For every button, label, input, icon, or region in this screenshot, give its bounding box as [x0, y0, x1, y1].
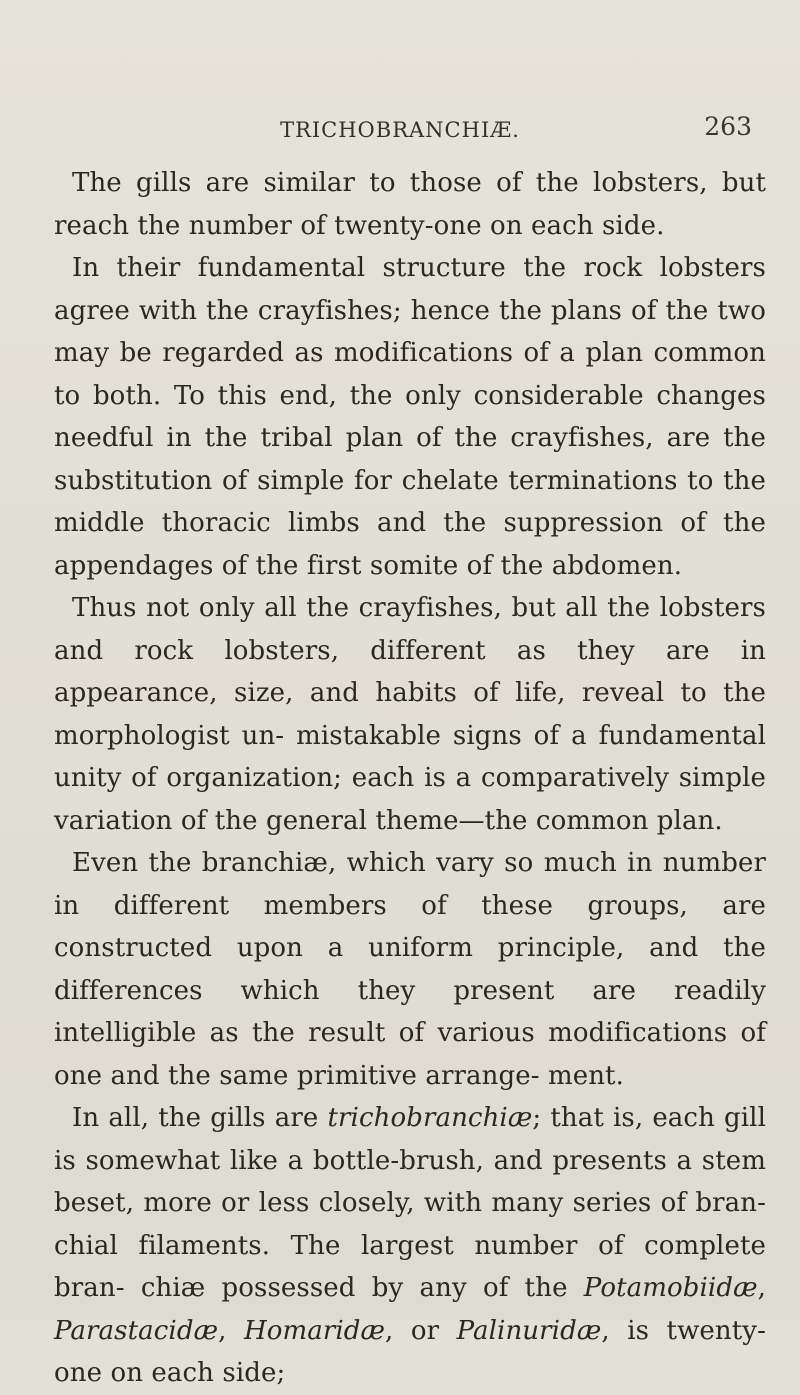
text-line: the number of twenty-one on each side.: [137, 210, 665, 241]
text-line: theme—the common plan.: [375, 805, 723, 836]
text-line: a uniform principle, and the differences which they: [54, 933, 766, 1006]
text-line: The gills are similar to those of the lobsters, but reach: [54, 168, 766, 241]
body-text: [54, 162, 766, 1395]
text-line: beset, more or less closely, with many series of bran-: [54, 1188, 766, 1218]
text-run: chiæ possessed by any of the: [140, 1273, 584, 1303]
text-line: ment.: [547, 1060, 624, 1091]
italic-term: Homaridæ: [243, 1315, 386, 1346]
text-line: chial filaments. The largest number of complete bran-: [54, 1230, 766, 1303]
paragraph: [54, 842, 766, 1097]
text-line: To this end, the only considerable changes needful in: [54, 380, 766, 453]
text-line: each is a comparatively simple variation of the general: [54, 763, 766, 836]
text-line: In their fundamental structure the rock lobsters agree: [54, 253, 766, 326]
text-run: , is twenty-one on each side;: [54, 1315, 766, 1388]
paragraph: [54, 587, 766, 842]
italic-term: trichobranchiæ: [327, 1103, 533, 1133]
running-title: TRICHOBRANCHIÆ.: [280, 118, 520, 142]
italic-term: Parastacidæ: [54, 1315, 219, 1346]
page-number: 263: [704, 112, 752, 141]
text-line: the tribal plan of the crayfishes, are the substitution of: [54, 423, 766, 496]
text-line: limbs and the suppression of the appendages of the first: [54, 508, 766, 581]
text-line: present are readily intelligible as the result of various: [54, 975, 766, 1048]
text-line: simple for chelate terminations to the middle thoracic: [54, 465, 767, 538]
text-line: Even the branchiæ, which vary so much in number in: [54, 848, 766, 921]
running-head: [0, 112, 800, 158]
text-run: In all, the gills are: [72, 1103, 328, 1133]
text-run: , or: [385, 1315, 457, 1346]
text-line: size, and habits of life, reveal to the morphologist un-: [54, 678, 766, 751]
paragraph: [54, 247, 766, 587]
text-line: with the crayfishes; hence the plans of the two may be: [54, 295, 766, 368]
text-line: Thus not only all the crayfishes, but all the lobsters: [72, 593, 766, 623]
text-run: ; that is, each gill: [532, 1103, 767, 1133]
text-line: modifications of one and the same primitive arrange-: [54, 1018, 766, 1091]
paragraph: [54, 1097, 766, 1395]
italic-term: Palinuridæ: [456, 1315, 602, 1346]
text-line: somite of the abdomen.: [369, 550, 683, 581]
italic-term: Potamobiidæ: [583, 1273, 758, 1303]
paragraph: [54, 162, 766, 247]
text-run: ,: [757, 1273, 766, 1303]
text-line: is somewhat like a bottle-brush, and presents a stem: [54, 1145, 766, 1176]
text-line: mistakable signs of a fundamental unity of organization;: [54, 720, 766, 793]
text-line: and rock lobsters, different as they are in appearance,: [54, 635, 766, 708]
text-line: regarded as modifications of a plan common to both.: [54, 338, 766, 411]
text-run: ,: [218, 1315, 227, 1346]
text-line: different members of these groups, are constructed upon: [54, 890, 766, 963]
